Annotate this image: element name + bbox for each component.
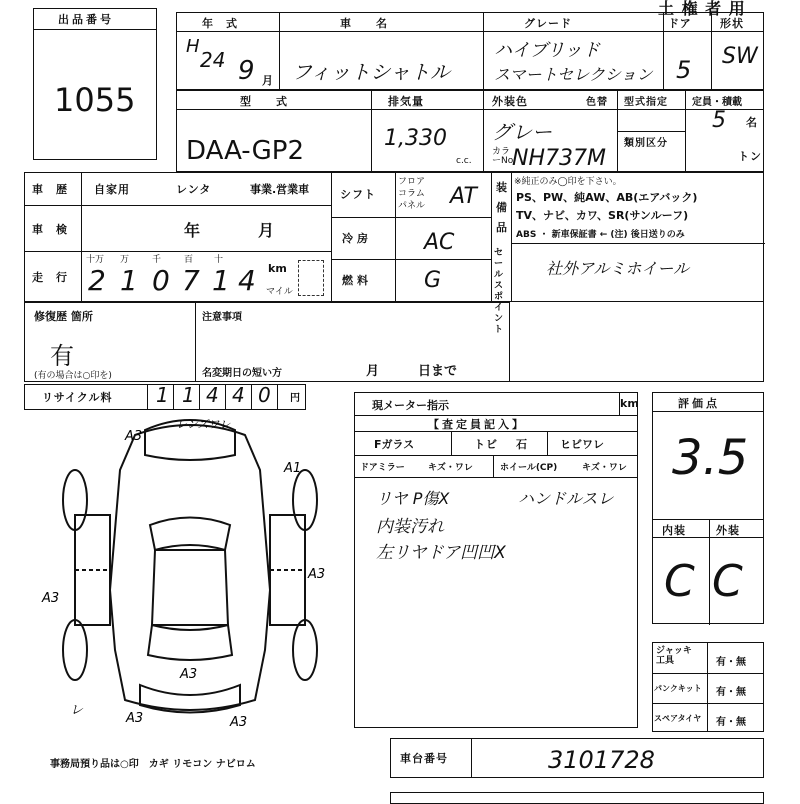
repair-value: 有 [50,342,74,370]
recycle-digit-2: 1 [182,383,195,407]
interior-label: 内装 [662,524,686,537]
grade-line2: スマートセレクション [494,65,653,84]
recycle-digit-5: 0 [258,383,271,407]
fuel-label: 燃料 [342,274,372,287]
equipment-line3: ABS ・ 新車保証書 ← (注) 後日送りのみ [516,230,685,240]
interior-value: C [664,556,695,607]
digit-unit-10k: 万 [120,255,130,265]
recycle-label: リサイクル料 [42,391,113,404]
hibiware-label: ヒビワレ [560,438,604,451]
year-col-label: 年 式 [202,17,238,30]
tobi-label: トビ [474,438,498,451]
ac-value: AC [424,230,455,255]
acc-puncture-value: 有・無 [716,687,746,698]
mile-checkbox [298,260,324,296]
exterior-label: 外装 [716,524,740,537]
history-private: 自家用 [94,183,130,196]
kizu-ware-label: キズ・ワレ [428,463,473,473]
mileage-digit-4: 7 [182,264,200,297]
doors-col-label: ドア [668,17,692,30]
acc-puncture-label: パンクキット [654,684,702,693]
mileage-digit-2: 1 [120,264,138,297]
office-note: 事務局預り品は○印 カギ リモコン ナビロム [50,759,256,770]
bottom-partial-row [390,792,764,804]
inspection-month: 月 [258,221,276,240]
rename-day: 日まで [418,364,458,379]
inspector-note-1b: ハンドルスレ [518,489,614,508]
lot-number: 1055 [54,81,136,119]
rear-right-wheel [293,620,317,680]
rename-label: 名変期日の短い方 [202,368,282,379]
rear-left-wheel [63,620,87,680]
mileage-label: 走 行 [32,271,68,284]
history-business: 事業.営業車 [250,183,310,196]
exterior-value: C [712,556,743,607]
f-glass-label: Fガラス [374,438,415,451]
grade-col-label: グレード [524,17,572,30]
car-damage-diagram [40,410,340,740]
shift-value: AT [450,184,477,209]
repaint-col-label: 色替 [586,97,608,108]
diagram-note-a3-front-left: A3 [125,429,143,444]
lot-label: 出品番号 [58,13,114,26]
caution-label: 注意事項 [202,312,242,323]
inspector-note-2: 内装汚れ [376,517,444,537]
inspector-note-1: リヤ P傷X [376,489,450,508]
digit-unit-10: 十 [214,255,224,265]
shift-floor: フロア [398,177,426,187]
chassis-label: 車台番号 [400,752,448,765]
displacement-value: 1,330 [384,126,447,151]
year-era: H [186,36,200,57]
capacity-unit: 名 [746,116,758,129]
exterior-col-label: 外装色 [492,95,528,108]
shape-value: SW [722,44,758,69]
model-col-label: 型 式 [240,95,288,108]
category-label: 類別区分 [624,138,668,149]
grade-line1: ハイブリッド [494,40,601,61]
meter-unit: km [620,397,639,410]
ton-unit: トン [738,150,762,163]
mile-label: マイル [266,287,293,297]
score-value: 3.5 [672,430,749,486]
history-rental: レンタ [176,183,212,196]
ishi-label: 石 [516,438,528,451]
recycle-digit-3: 4 [206,383,219,407]
inspector-label: 【査定員記入】 [428,418,526,431]
name-col-label: 車 名 [340,17,388,30]
year-value: 24 [200,48,226,72]
equipment-line2: TV、ナビ、カワ、SR(サンルーフ) [516,209,689,222]
doors-value: 5 [676,56,692,84]
fuel-value: G [424,268,442,293]
meter-label: 現メーター指示 [372,399,449,412]
exterior-color-value: グレー [492,120,552,144]
mileage-digit-3: 0 [152,264,170,297]
ac-label: 冷房 [342,232,372,245]
digit-unit-100k: 十万 [86,255,105,265]
month-value: 9 [238,56,255,86]
shift-column: コラム [398,189,425,199]
cc-unit: c.c. [456,156,472,166]
kizu-ware-2-label: キズ・ワレ [582,463,627,473]
diagram-note-bottom: レ [70,703,84,718]
history-label: 車 歴 [32,183,68,196]
diagram-note-a3-right: A3 [308,567,326,582]
sales-point-value: 社外アルミホイール [546,259,690,278]
sales-point-label: セールスポイント [494,248,504,335]
diagram-note-a1: A1 [284,461,302,476]
equipment-label: 装備品 [496,181,508,234]
inspector-note-3: 左リヤドア凹凹X [376,543,506,563]
lot-number-box [33,8,157,160]
recycle-digit-4: 4 [232,383,245,407]
capacity-value: 5 [712,108,726,133]
recycle-unit: 円 [290,393,300,404]
diagram-note-lens: レンズワレ [176,418,231,431]
diagram-note-a3-rear: A3 [180,667,198,682]
vehicle-name: フィットシャトル [292,60,450,84]
color-code-value: NH737M [512,146,606,171]
repair-label: 修復歴 箇所 [34,310,93,323]
mileage-digit-6: 4 [238,264,256,297]
chassis-value: 3101728 [548,746,655,774]
recycle-digit-1: 1 [156,383,169,407]
type-designation-label: 型式指定 [624,97,668,108]
acc-spare-label: スペアタイヤ [654,714,702,723]
acc-spare-value: 有・無 [716,717,746,728]
car-roof [152,550,228,625]
score-label: 評価点 [678,397,720,410]
diagram-note-a3-rear-right: A3 [230,715,248,730]
top-right-stamp: 土 権 者 用 [658,0,746,18]
shape-col-label: 形状 [720,17,744,30]
wheel-label: ホイール(CP) [500,463,558,473]
repair-note: (有の場合は○印を) [34,371,112,381]
car-windshield [150,518,230,551]
model-value: DAA-GP2 [186,136,304,166]
capacity-col-label: 定員・積載 [692,97,742,108]
inspection-label: 車 検 [32,223,68,236]
door-mirror-label: ドアミラー [360,463,405,473]
car-rear-window [148,625,232,660]
km-label: km [268,262,287,275]
mileage-digit-1: 2 [88,264,106,297]
inspection-year: 年 [184,221,202,240]
rear-bumper [140,685,240,713]
displacement-col-label: 排気量 [388,95,424,108]
rename-month: 月 [366,364,381,379]
acc-jack-label: ジャッキ工具 [656,646,692,666]
acc-jack-value: 有・無 [716,657,746,668]
shift-panel: パネル [398,201,426,211]
equipment-note: ※純正のみ◯印を下さい。 [514,177,622,187]
diagram-note-a3-rear-left: A3 [126,711,144,726]
digit-unit-100: 百 [184,255,194,265]
shift-label: シフト [340,188,376,201]
equipment-line1: PS、PW、純AW、AB(エアバック) [516,191,698,204]
mileage-digit-5: 1 [212,264,230,297]
color-no-label: カラーNo. [492,147,516,166]
month-unit: 月 [262,74,274,87]
digit-unit-1k: 千 [152,255,162,265]
diagram-note-a3-left: A3 [42,591,60,606]
